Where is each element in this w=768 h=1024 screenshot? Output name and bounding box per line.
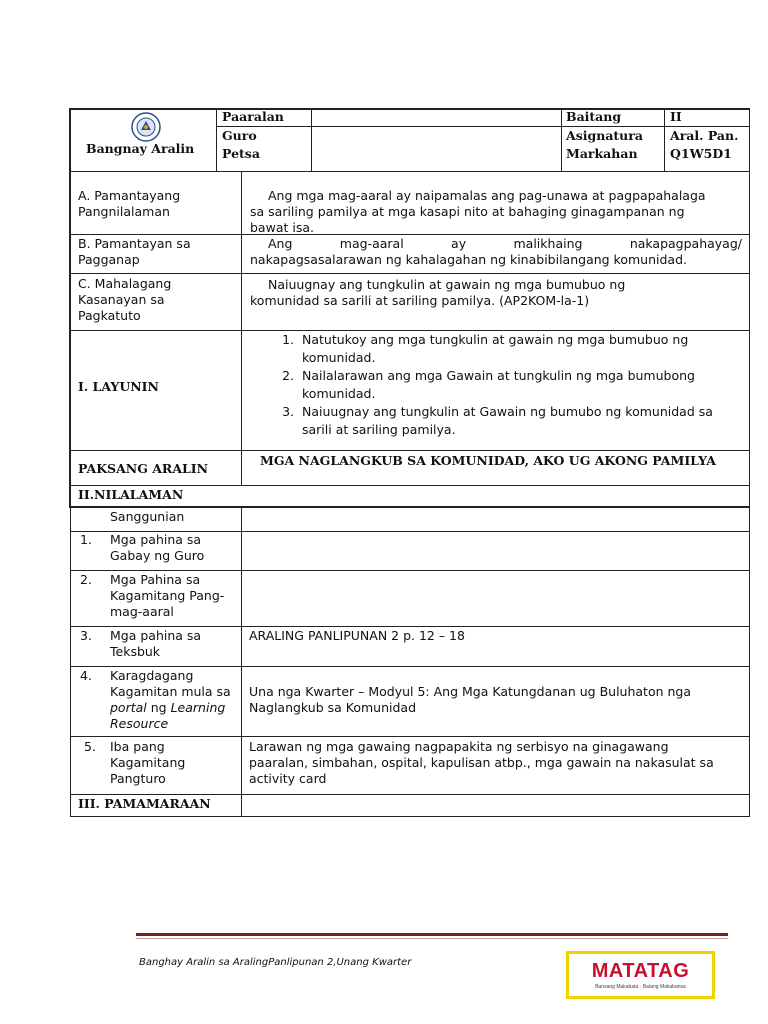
divider	[664, 108, 665, 172]
header-block	[69, 108, 750, 172]
row-line	[70, 626, 750, 627]
column-divider	[241, 172, 242, 485]
row-a-value	[250, 188, 710, 236]
row-line	[69, 485, 750, 486]
layunin-item: 2. Nailalarawan ang mga Gawain at tungkulin ng mga bumubong komunidad.	[298, 367, 745, 403]
row4-num: 4.	[80, 668, 92, 683]
markahan-value: Q1W5D1	[670, 146, 732, 161]
table-border-right	[749, 172, 750, 817]
baitang-label: Baitang	[566, 109, 622, 124]
footer-text: Banghay Aralin sa AralingPanlipunan 2,Unang Kwarter	[139, 957, 412, 968]
row-line	[70, 816, 750, 817]
row1-label: Mga pahina sa Gabay ng Guro	[110, 532, 205, 563]
row-line	[70, 794, 750, 795]
row2-num: 2.	[80, 572, 92, 587]
deped-seal-icon	[131, 112, 161, 142]
row4-label-portal: portal	[110, 700, 147, 715]
row3-num: 3.	[80, 628, 92, 643]
row4-label	[110, 668, 240, 732]
layunin-list	[250, 331, 745, 439]
matatag-logo	[566, 951, 715, 999]
footer-rule-thin	[136, 938, 728, 939]
paaralan-label: Paaralan	[222, 109, 284, 124]
guro-label: Guro	[222, 128, 257, 143]
row2-label: Mga Pahina sa Kagamitang Pang-mag-aaral	[110, 572, 225, 619]
asignatura-label: Asignatura	[566, 128, 643, 143]
divider	[216, 126, 750, 127]
row-b-line2: nakapagsasalarawan ng kahalagahan ng kinabibilangang komunidad.	[250, 252, 687, 267]
layunin-item: 3. Naiuugnay ang tungkulin at Gawain ng bumubo ng komunidad sa sarili at sariling pamilya.	[298, 403, 745, 439]
row-b-label: B. Pamantayan sa Pagganap	[78, 236, 191, 267]
row4-value: Una nga Kwarter – Modyul 5: Ang Mga Katungdanan ug Buluhaton nga Naglangkub sa Komunidad	[249, 684, 692, 715]
row-line	[70, 736, 750, 737]
paksa-value: MGA NAGLANGKUB SA KOMUNIDAD, AKO UG AKONG PAMILYA	[260, 453, 716, 468]
divider	[216, 108, 217, 172]
paksa-label: PAKSANG ARALIN	[78, 461, 209, 476]
column-divider	[241, 507, 242, 817]
petsa-label: Petsa	[222, 146, 260, 161]
layunin-label: I. LAYUNIN	[78, 379, 159, 394]
nilalaman-label: II.NILALAMAN	[78, 487, 184, 502]
row-line	[69, 506, 750, 508]
pamamaraan-label: III. PAMAMARAAN	[78, 796, 211, 811]
row-c-value: Naiuugnay ang tungkulin at gawain ng mga bumubuo ng komunidad sa sarili at sariling pamilya. (AP2KOM-la-1)	[250, 277, 626, 308]
row1-num: 1.	[80, 532, 92, 547]
row-c-label: C. Mahalagang Kasanayan sa Pagkatuto	[78, 276, 172, 323]
footer-rule	[136, 933, 728, 936]
row-a-label: A. Pamantayang Pangnilalaman	[78, 188, 181, 219]
row4-label-text: Karagdagang Kagamitan mula sa	[110, 668, 231, 699]
row3-label: Mga pahina sa Teksbuk	[110, 628, 202, 659]
row-line	[70, 570, 750, 571]
row5-label: Iba pang Kagamitang Pangturo	[110, 739, 186, 786]
markahan-label: Markahan	[566, 146, 638, 161]
row-line	[69, 273, 750, 274]
baitang-value: II	[670, 109, 682, 124]
matatag-logo-tagline: Bansang Makabata · Batang Makabansa	[595, 984, 686, 990]
header-title: Bangnay Aralin	[86, 141, 195, 156]
row4-label-lr: Learning Resource	[110, 700, 226, 731]
divider	[311, 108, 312, 172]
asignatura-value: Aral. Pan.	[670, 128, 739, 143]
row5-value: Larawan ng mga gawaing nagpapakita ng serbisyo na ginagawang paaralan, simbahan, ospital, kapulisan atbp., mga gawain na nakasulat sa activity card	[249, 739, 714, 786]
layunin-item: 1. Natutukoy ang mga tungkulin at gawain ng mga bumubuo ng komunidad.	[298, 331, 745, 367]
sanggunian-label: Sanggunian	[110, 509, 185, 524]
row-line	[69, 450, 750, 451]
matatag-logo-text: MATATAG	[591, 960, 690, 982]
row-a-text: Ang mga mag-aaral ay naipamalas ang pag-unawa at pagpapahalaga sa sariling pamilya at mga kasapi nito at bahaging ginagampanan ng bawat isa.	[250, 188, 706, 235]
row4-label-ng: ng	[146, 700, 167, 715]
divider	[561, 108, 562, 172]
table-border-left	[70, 507, 71, 817]
table-border-left	[69, 172, 71, 507]
row-b-line1: Ang mag-aaral ay malikhaing nakapagpahayag/	[268, 236, 742, 251]
row-line	[70, 666, 750, 667]
row5-num: 5.	[84, 739, 96, 754]
row3-value: ARALING PANLIPUNAN 2 p. 12 – 18	[249, 628, 465, 643]
